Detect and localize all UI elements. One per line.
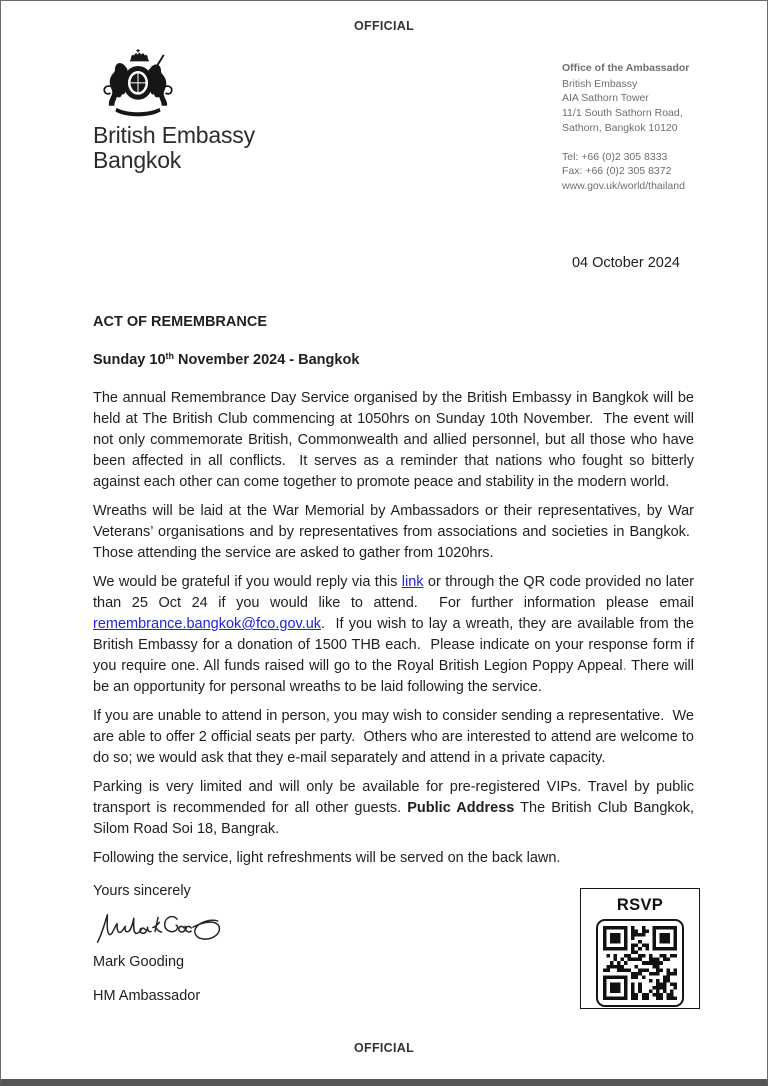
paragraph-6 [93,848,694,869]
fax-line: Fax: +66 (0)2 305 8372 [562,165,672,178]
text-segment: th [165,351,175,361]
text-segment: November 2024 - Bangkok [174,352,360,368]
paragraph-1 [93,388,694,493]
address-line: British Embassy [562,77,638,90]
text-segment: . If you wish to lay a wreath, they are available from the British Embassy for a donation of 1500 THB each. Please indicate on your response form if you require one. All funds raised will go to the Royal British Legion Poppy Appeal [93,616,694,674]
embassy-name [93,123,353,173]
rsvp-qr-code-icon [603,926,677,1000]
rsvp-panel [580,888,700,1009]
letterhead [93,45,694,194]
classification-marking-bottom: OFFICIAL [353,1041,415,1055]
address-line: Sathorn, Bangkok 10120 [562,121,678,134]
text-segment: The annual Remembrance Day Service organised by the British Embassy in Bangkok will be held at The British Club commencing at 1050hrs on Sunday 10th November. The event will not only commemorate British, Commonwealth and allied personnel, but all those who have been affected in all conflicts. It serves as a reminder that nations who fought so bitterly against each other can come together to promote peace and stability in the modern world. [93,390,694,490]
royal-coat-of-arms-icon [95,49,181,121]
address-block [562,45,694,194]
hyperlink[interactable]: remembrance.bangkok@fco.gov.uk [93,616,322,632]
rsvp-label: RSVP [616,896,664,914]
closing-salutation: Yours sincerely [93,883,191,899]
paragraph-5 [93,777,694,840]
embassy-name-line2: Bangkok [93,147,182,173]
letter-subtitle [93,346,694,371]
embassy-name-line1: British Embassy [93,122,255,148]
classification-marking-top: OFFICIAL [353,19,415,33]
text-segment: . [622,658,627,674]
tel-line: Tel: +66 (0)2 305 8333 [562,150,668,163]
text-segment: There will be an opportunity for personal wreaths to be laid following the service. [93,658,694,695]
signatory-title: HM Ambassador [93,988,201,1004]
text-segment: The British Club Bangkok, Silom Road Soi 18, Bangrak. [93,800,694,837]
qr-code-frame [596,919,684,1007]
text-segment: or through the QR code provided no later than 25 Oct 24 if you would like to attend. For further information please email [93,574,694,611]
address-line: AIA Sathorn Tower [562,92,649,105]
website-line: www.gov.uk/world/thailand [562,179,685,192]
embassy-logo [93,45,353,173]
hyperlink[interactable]: link [401,574,424,590]
text-segment: Wreaths will be laid at the War Memorial by Ambassadors or their representatives, by War Veterans’ organisations and by representatives from associations and societies in Bangkok. Those attending the service are asked to gather from 1020hrs. [93,503,694,561]
address-line: 11/1 South Sathorn Road, [562,107,683,120]
text-segment: We would be grateful if you would reply via this [93,574,402,590]
text-segment: Public Address [407,800,515,816]
paragraph-4 [93,706,694,769]
letter-date: 04 October 2024 [571,255,680,271]
text-segment: If you are unable to attend in person, you may wish to consider sending a representative. We are able to offer 2 official seats per party. Others who are interested to attend are welcome to do so; we would ask that they e-mail separately and attend in a private capacity. [93,708,694,766]
paragraph-2 [93,501,694,564]
office-title: Office of the Ambassador [562,62,690,74]
paragraph-3 [93,572,694,698]
text-segment: Parking is very limited and will only be available for pre-registered VIPs. Travel by public transport is recommended for all other guests. [93,779,694,816]
text-segment: Sunday 10 [93,352,166,368]
signatory-name: Mark Gooding [93,954,185,970]
text-segment: Following the service, light refreshments will be served on the back lawn. [93,850,561,866]
letter-title: ACT OF REMEMBRANCE [93,314,267,330]
